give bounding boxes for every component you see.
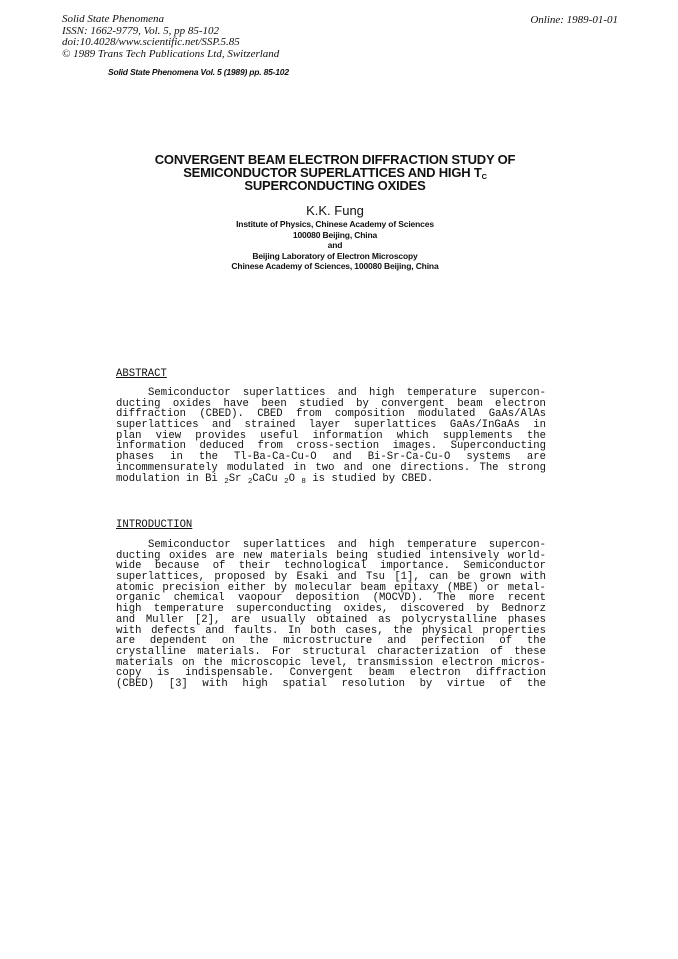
word: discovered bbox=[400, 603, 465, 616]
word: been bbox=[261, 397, 287, 410]
chemical-formula bbox=[205, 474, 306, 485]
word: studied bbox=[299, 397, 344, 410]
word: and bbox=[387, 635, 407, 648]
word: modulation bbox=[116, 472, 180, 485]
word: physical bbox=[421, 624, 473, 637]
introduction-body bbox=[116, 540, 546, 690]
word: precision bbox=[162, 581, 220, 594]
word: the bbox=[203, 656, 223, 669]
word: [2], bbox=[194, 613, 221, 626]
word: from bbox=[257, 440, 283, 453]
word: characterization bbox=[377, 645, 479, 658]
header-metadata bbox=[62, 14, 279, 60]
word: diffraction bbox=[476, 667, 546, 680]
word: In bbox=[288, 624, 301, 637]
word: materials. bbox=[197, 645, 261, 658]
word: chemical bbox=[173, 592, 225, 605]
abstract-line bbox=[116, 474, 546, 485]
word: composition bbox=[334, 408, 405, 421]
word: materials bbox=[270, 549, 328, 562]
word: Semiconductor bbox=[148, 387, 231, 399]
word: useful bbox=[260, 429, 299, 442]
word: by bbox=[382, 472, 396, 485]
formula-element: CaCu bbox=[252, 472, 278, 485]
doi[interactable]: doi:10.4028/www.scientific.net/SSP.5.85 bbox=[62, 36, 240, 48]
word: more bbox=[469, 592, 495, 605]
abstract-body bbox=[116, 388, 546, 484]
word: on bbox=[221, 635, 235, 648]
word: incommensurately bbox=[116, 461, 218, 474]
word: images. bbox=[392, 440, 438, 453]
word: on bbox=[181, 656, 195, 669]
word: strong bbox=[507, 461, 546, 474]
word: by bbox=[476, 603, 490, 616]
word: beam bbox=[368, 667, 395, 680]
word: Tl-Ba-Ca-Cu-O bbox=[233, 451, 317, 464]
word: both bbox=[310, 624, 336, 637]
word: and bbox=[343, 461, 363, 474]
word: electron bbox=[409, 667, 461, 680]
word: virtue bbox=[446, 677, 486, 690]
affiliation bbox=[110, 219, 560, 272]
word: Tsu bbox=[365, 571, 386, 584]
word: superlattices bbox=[242, 539, 326, 551]
word: crystalline bbox=[116, 645, 186, 658]
word: atomic bbox=[116, 581, 155, 594]
word: materials bbox=[116, 656, 174, 669]
word: Semiconductor bbox=[463, 560, 546, 573]
word: being bbox=[336, 549, 369, 562]
word: beam bbox=[360, 581, 386, 594]
affiliation-line-4: Beijing Laboratory of Electron Microscopy bbox=[252, 250, 418, 261]
word: molecular bbox=[295, 581, 353, 594]
word: of bbox=[499, 635, 513, 648]
introduction-line bbox=[116, 679, 546, 690]
word: diffraction bbox=[116, 408, 186, 421]
word: The bbox=[479, 461, 499, 474]
word: electron bbox=[495, 397, 546, 410]
word: superlattices bbox=[116, 419, 199, 432]
word: high bbox=[369, 387, 395, 399]
word: can bbox=[429, 571, 449, 584]
word: and bbox=[337, 539, 357, 551]
word: supercon- bbox=[488, 387, 546, 399]
word: plan bbox=[116, 429, 142, 442]
issn: ISSN: 1662-9779, Vol. 5, pp 85-102 bbox=[62, 24, 220, 37]
affiliation-line-1: Institute of Physics, Chinese Academy of Sciences bbox=[236, 219, 434, 229]
word: which bbox=[396, 429, 429, 442]
word: these bbox=[514, 645, 546, 658]
word: information bbox=[312, 429, 383, 442]
word: because bbox=[154, 560, 200, 573]
word: and bbox=[337, 571, 357, 584]
word: cases, bbox=[345, 624, 384, 637]
word: epitaxy bbox=[394, 581, 439, 594]
word: and bbox=[212, 419, 232, 432]
word: cross-section bbox=[296, 440, 380, 453]
word: and bbox=[205, 624, 225, 637]
word: CBED. bbox=[401, 472, 434, 485]
word: the bbox=[198, 451, 218, 464]
formula-subscript: 8 bbox=[301, 477, 306, 486]
affiliation-line-3: and bbox=[327, 240, 343, 250]
affiliation-line-2: 100080 Beijing, China bbox=[292, 229, 378, 240]
word: GaAs/InGaAs bbox=[449, 419, 520, 432]
word: (MOCVD). bbox=[372, 592, 424, 605]
word: resolution bbox=[341, 677, 406, 690]
word: organic bbox=[116, 592, 161, 605]
word: For bbox=[272, 645, 292, 658]
word: are bbox=[215, 549, 235, 562]
word: deduced bbox=[199, 440, 244, 453]
word: micros- bbox=[501, 656, 546, 669]
title-line-2-main: SEMICONDUCTOR SUPERLATTICES AND HIGH T bbox=[183, 165, 482, 180]
word: two bbox=[315, 461, 335, 474]
word: new bbox=[243, 549, 263, 562]
word: and bbox=[337, 387, 357, 399]
word: high bbox=[369, 539, 395, 551]
word: oxides, bbox=[343, 603, 389, 616]
word: grown bbox=[479, 571, 512, 584]
word: ducting bbox=[116, 397, 161, 410]
word: in bbox=[185, 472, 199, 485]
word: phases bbox=[116, 451, 155, 464]
word: are bbox=[231, 613, 251, 626]
word: The bbox=[436, 592, 456, 605]
word: the bbox=[526, 677, 546, 690]
word: world- bbox=[507, 549, 546, 562]
word: defects bbox=[151, 624, 196, 637]
word: GaAs/AlAs bbox=[488, 408, 546, 421]
word: ducting bbox=[116, 549, 161, 562]
formula-subscript: 2 bbox=[284, 477, 289, 486]
word: layer bbox=[308, 419, 341, 432]
paper-title bbox=[110, 153, 560, 192]
word: either bbox=[227, 581, 266, 594]
word: [3] bbox=[168, 677, 188, 690]
word: CBED bbox=[257, 408, 283, 421]
word: and bbox=[116, 613, 136, 626]
word: modulated bbox=[418, 408, 476, 421]
word: by bbox=[419, 677, 433, 690]
word: is bbox=[312, 472, 326, 485]
word: view bbox=[155, 429, 182, 442]
word: supplements bbox=[442, 429, 513, 442]
word: provides bbox=[195, 429, 247, 442]
word: transmission bbox=[356, 656, 434, 669]
word: temperature bbox=[406, 387, 477, 399]
introduction-line bbox=[116, 615, 546, 626]
word: convergent bbox=[381, 397, 445, 410]
word: microstructure bbox=[283, 635, 373, 648]
title-line-2-sub: C bbox=[481, 172, 487, 181]
word: by bbox=[274, 571, 288, 584]
word: or bbox=[486, 581, 500, 594]
word: directions. bbox=[400, 461, 471, 474]
word: level, bbox=[309, 656, 349, 669]
word: spatial bbox=[282, 677, 327, 690]
word: oxides bbox=[172, 397, 212, 410]
word: intensively bbox=[429, 549, 500, 562]
word: metal- bbox=[507, 581, 546, 594]
formula-subscript: 2 bbox=[247, 477, 253, 486]
word: Semiconductor bbox=[148, 539, 231, 551]
word: one bbox=[371, 461, 392, 474]
word: high bbox=[116, 603, 142, 616]
word: beam bbox=[457, 397, 483, 410]
word: electron bbox=[441, 656, 493, 669]
word: supercon- bbox=[488, 539, 546, 551]
word: (CBED) bbox=[116, 677, 155, 690]
word: indispensable. bbox=[185, 667, 275, 680]
word: by bbox=[274, 581, 287, 594]
journal-name: Solid State Phenomena bbox=[62, 13, 165, 25]
word: temperature bbox=[406, 539, 477, 551]
word: studied bbox=[331, 472, 376, 485]
word: from bbox=[296, 408, 322, 421]
word: Muller bbox=[145, 613, 185, 626]
word: by bbox=[356, 397, 369, 410]
word: the bbox=[249, 635, 269, 648]
word: obtained bbox=[316, 613, 368, 626]
word: information bbox=[116, 440, 186, 453]
word: with bbox=[202, 677, 228, 690]
word: dependent bbox=[149, 635, 208, 648]
word: as bbox=[378, 613, 391, 626]
copyright: © 1989 Trans Tech Publications Ltd, Switzerland bbox=[62, 47, 280, 60]
word: of bbox=[490, 645, 503, 658]
word: superlattices bbox=[353, 419, 437, 432]
word: faults. bbox=[233, 624, 279, 637]
word: of bbox=[499, 677, 513, 690]
word: proposed bbox=[214, 571, 266, 584]
word: perfection bbox=[420, 635, 485, 648]
word: the bbox=[526, 635, 546, 648]
word: Esaki bbox=[296, 571, 329, 584]
author-name: K.K. Fung bbox=[306, 203, 364, 218]
word: Bednorz bbox=[501, 603, 546, 616]
abstract-line bbox=[116, 463, 546, 474]
word: superlattices, bbox=[116, 571, 206, 584]
word: be bbox=[457, 571, 471, 584]
word: the bbox=[526, 429, 546, 442]
word: are bbox=[116, 635, 136, 648]
word: have bbox=[223, 397, 249, 410]
word: superconducting bbox=[236, 603, 332, 616]
word: with bbox=[116, 624, 142, 637]
word: structural bbox=[302, 645, 366, 658]
word: usually bbox=[261, 613, 306, 626]
word: Convergent bbox=[289, 667, 354, 680]
formula-subscript: 2 bbox=[224, 477, 229, 486]
word: importance. bbox=[380, 560, 450, 573]
word: recent bbox=[507, 592, 546, 605]
word: oxides bbox=[168, 549, 208, 562]
word: studied bbox=[376, 549, 421, 562]
word: of bbox=[212, 560, 226, 573]
word: wide bbox=[116, 560, 142, 573]
word: vaopour bbox=[237, 592, 283, 605]
title-line-3: SUPERCONDUCTING OXIDES bbox=[244, 178, 426, 193]
word: technological bbox=[283, 560, 367, 573]
formula-element: O bbox=[288, 472, 296, 485]
word: strained bbox=[244, 419, 296, 432]
introduction-line bbox=[116, 647, 546, 658]
word: their bbox=[238, 560, 271, 573]
word: phases bbox=[507, 613, 546, 626]
word: in bbox=[293, 461, 307, 474]
word: (CBED). bbox=[199, 408, 244, 421]
introduction-heading: INTRODUCTION bbox=[116, 519, 193, 531]
word: systems bbox=[466, 451, 511, 464]
word: with bbox=[520, 571, 546, 584]
formula-element: Sr bbox=[228, 472, 242, 485]
affiliation-line-5: Chinese Academy of Sciences, 100080 Beijing, China bbox=[231, 261, 439, 271]
word: [1], bbox=[394, 571, 420, 584]
word: temperature bbox=[153, 603, 224, 616]
title-line-1: CONVERGENT BEAM ELECTRON DIFFRACTION STUDY OF bbox=[154, 152, 516, 167]
word: polycrystalline bbox=[401, 613, 497, 626]
journal-line: Solid State Phenomena Vol. 5 (1989) pp. 85-102 bbox=[108, 67, 289, 77]
word: is bbox=[156, 667, 170, 680]
word: modulated bbox=[226, 461, 285, 474]
word: deposition bbox=[295, 592, 360, 605]
word: are bbox=[526, 451, 546, 464]
word: and bbox=[332, 451, 352, 464]
word: copy bbox=[116, 667, 142, 680]
abstract-heading: ABSTRACT bbox=[116, 368, 167, 380]
word: properties bbox=[482, 624, 546, 637]
word: Bi-Sr-Ca-Cu-O bbox=[367, 451, 451, 464]
online-date: Online: 1989-01-01 bbox=[530, 14, 618, 26]
word: the bbox=[393, 624, 413, 637]
word: superlattices bbox=[242, 387, 326, 399]
word: (MBE) bbox=[446, 581, 479, 594]
word: microscopic bbox=[231, 656, 302, 669]
formula-element: Bi bbox=[205, 472, 218, 485]
word: in bbox=[170, 451, 183, 464]
word: in bbox=[533, 419, 546, 432]
word: high bbox=[242, 677, 268, 690]
word: Superconducting bbox=[450, 440, 546, 453]
